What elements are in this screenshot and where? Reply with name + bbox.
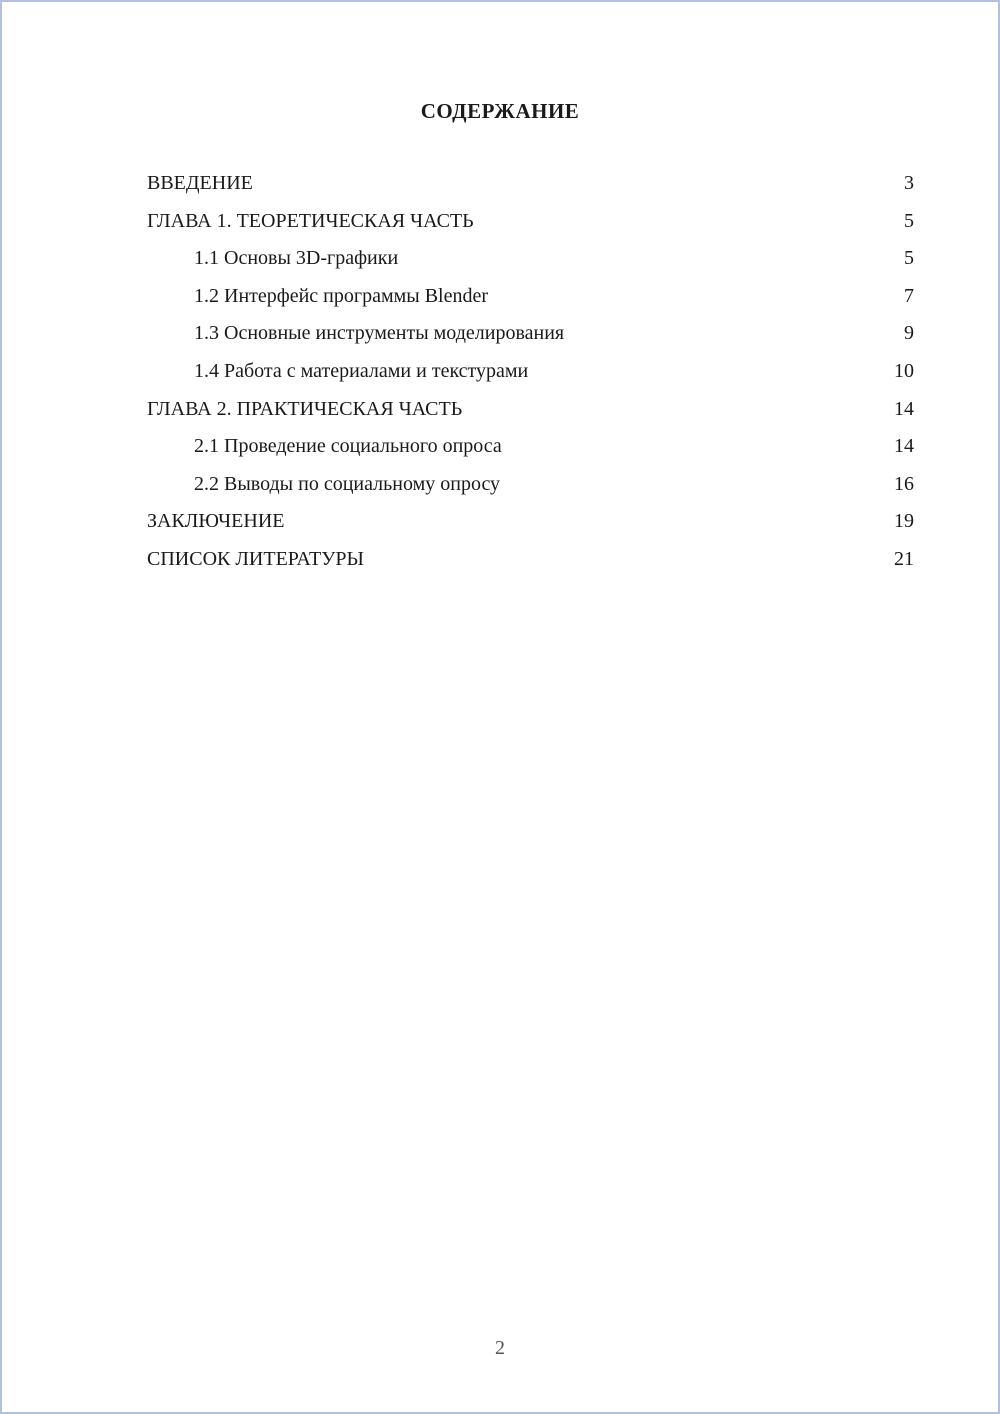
toc-entry-page: 14 xyxy=(894,397,914,420)
toc-entry-label: ВВЕДЕНИЕ xyxy=(147,172,253,194)
toc-entry-label: 2.2 Выводы по социальному опросу xyxy=(194,472,501,495)
toc-entry xyxy=(2,510,998,548)
toc-entry-label: 1.1 Основы 3D-графики xyxy=(194,247,399,270)
toc-entry-label: 1.4 Работа с материалами и текстурами xyxy=(194,359,529,382)
toc-entry xyxy=(2,398,998,436)
page-title: СОДЕРЖАНИЕ xyxy=(420,99,580,123)
toc-entry-page: 5 xyxy=(904,247,914,270)
toc-entry-page: 9 xyxy=(904,322,914,345)
toc-entry-page: 5 xyxy=(904,209,914,232)
toc-entry xyxy=(2,473,998,511)
toc-entry-page: 21 xyxy=(894,547,914,570)
toc-entry xyxy=(2,210,998,248)
toc-entry-page: 16 xyxy=(894,472,914,495)
page-number: 2 xyxy=(495,1337,505,1359)
toc-entry xyxy=(2,435,998,473)
toc-entry-label: 1.3 Основные инструменты моделирования xyxy=(194,322,565,345)
toc-entry-page: 19 xyxy=(894,510,914,533)
toc-entry-page: 10 xyxy=(894,359,914,382)
toc-entry xyxy=(2,548,998,586)
toc-entry-label: 2.1 Проведение социального опроса xyxy=(194,435,502,458)
toc-entry xyxy=(2,172,998,210)
toc-entry xyxy=(2,285,998,323)
toc-entry-label: ЗАКЛЮЧЕНИЕ xyxy=(147,510,285,533)
toc-entry xyxy=(2,322,998,360)
toc-entry-page: 7 xyxy=(904,284,914,307)
toc-entry-label: СПИСОК ЛИТЕРАТУРЫ xyxy=(147,547,364,570)
toc-entry-page: 3 xyxy=(904,172,914,194)
toc-entry-label: ГЛАВА 2. ПРАКТИЧЕСКАЯ ЧАСТЬ xyxy=(147,397,463,420)
toc-entry xyxy=(2,247,998,285)
toc-entry-label: ГЛАВА 1. ТЕОРЕТИЧЕСКАЯ ЧАСТЬ xyxy=(147,209,474,232)
toc-entry-label: 1.2 Интерфейс программы Blender xyxy=(194,284,489,307)
toc-entry-page: 14 xyxy=(894,435,914,458)
toc-entry xyxy=(2,360,998,398)
toc-list xyxy=(2,172,998,586)
